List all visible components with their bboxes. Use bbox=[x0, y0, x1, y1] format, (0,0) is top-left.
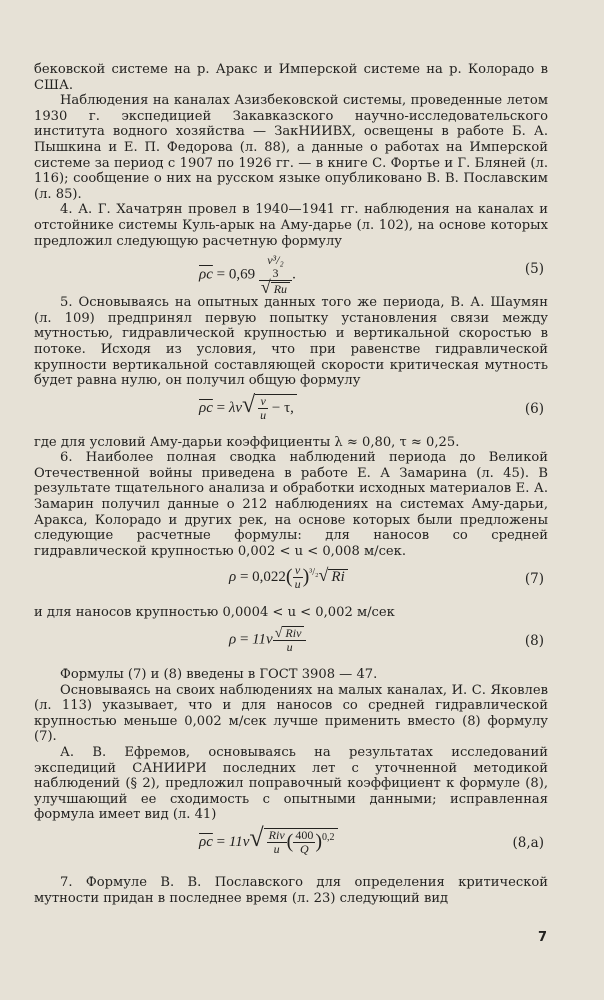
formula-5-tail: . bbox=[292, 266, 296, 283]
paragraph-3: 4. А. Г. Хачатрян провел в 1940—1941 гг. наблюдения на каналах и отстойнике системы Куль-арык на Аму-дарье (л. 102), на основе которых предложил следующую расчетную формулу bbox=[34, 202, 548, 249]
formula-6-minus: − τ, bbox=[271, 399, 294, 416]
formula-8 bbox=[34, 626, 548, 660]
formula-8-denominator: u bbox=[286, 640, 293, 655]
formula-5-sqrt: Ru bbox=[271, 282, 290, 296]
formula-7-coef: 0,022 bbox=[252, 569, 286, 586]
formula-8-numerator: Riv bbox=[282, 626, 304, 640]
paragraph-11: 7. Формуле В. В. Пославского для определения критической мутности придан в последнее время (л. 23) следующий вид bbox=[34, 874, 548, 906]
paragraph-5: где для условий Аму-дарьи коэффициенты λ ≈ 0,80, τ ≈ 0,25. bbox=[34, 434, 460, 450]
page-number: 7 bbox=[538, 930, 548, 945]
formula-7-eq: = bbox=[239, 569, 249, 586]
formula-8-lhs: ρ bbox=[229, 631, 237, 648]
paragraph-1: бековской системе на р. Аракс и Имперской системе на р. Колорадо в США. bbox=[34, 62, 548, 93]
formula-6-sqrt-numerator: v bbox=[258, 395, 268, 409]
formula-8a-coef: 11v bbox=[228, 833, 250, 850]
formula-6-sqrt-denominator: u bbox=[260, 407, 267, 422]
formula-7-sqrt: Ri bbox=[328, 569, 347, 586]
formula-8a-correction-numerator: 400 bbox=[295, 827, 314, 842]
formula-7-lhs: ρ bbox=[229, 569, 237, 586]
paragraph-8: Формулы (7) и (8) введены в ГОСТ 3908 — 47. bbox=[60, 667, 378, 683]
formula-6-number: (6) bbox=[524, 400, 544, 417]
formula-6: $\overline{\rho c} = \lambda v√$ $\frac{v}{u}$ − τ, (6) bbox=[199, 391, 544, 422]
formula-6-lhs: $\overline{\rho c}$ bbox=[199, 399, 213, 416]
formula-5-numerator-denominator: 3 bbox=[272, 266, 279, 281]
formula-5-number: (5) bbox=[524, 261, 544, 278]
formula-7-denominator: u bbox=[294, 577, 301, 592]
paragraph-7: и для наносов крупностью 0,0004 < u < 0,002 м/сек bbox=[34, 605, 395, 621]
paragraph-10: А. В. Ефремов, основываясь на результатах исследований экспедиций САНИИРИ последних лет с уточненной методикой наблюдений (§ 2), предложил поправочный коэффициент к формуле (8), улучшающий ее сходимость с опытными данными; исправленная формула имеет вид (л. 41) bbox=[34, 745, 548, 823]
formula-8-coef: 11v bbox=[252, 631, 273, 648]
formula-7-fraction bbox=[293, 564, 303, 591]
formula-8a-denominator: u bbox=[273, 841, 280, 856]
formula-8a-correction bbox=[293, 829, 315, 856]
page-body bbox=[34, 62, 548, 906]
paragraph-9: Основываясь на своих наблюдениях на малых каналах, И. С. Яковлев (л. 113) указывает, что и для наносов со средней гидравлической крупностью меньше 0,002 м/сек лучше применить вместо (8) формулу (7). bbox=[34, 682, 548, 745]
formula-6-eq: = bbox=[216, 399, 226, 416]
formula-8a-eq: = bbox=[216, 833, 226, 850]
formula-8a-power: 0,2 bbox=[322, 831, 335, 843]
paragraph-2: Наблюдения на каналах Азизбековской системы, проведенные летом 1930 г. экспедицией Закавказского научно-исследовательского института водного хозяйства — ЗакНИИВХ, освещены в работе Б. А. Пышкина и Е. П. Федорова (л. 88), а данные о работах на Имперской системе за период с 1907 по 1926 гг. — в книге С. Фортье и Г. Бляней (л. 116); сообщение о них на русском языке опубликовано В. В. Пославским (л. 85). bbox=[34, 93, 548, 202]
formula-5-eq: = bbox=[216, 266, 226, 283]
paragraph-4: 5. Основываясь на опытных данных того же периода, В. А. Шаумян (л. 109) предпринял первую попытку установления связи между мутностью, гидравлической крупностью и вертикальной скоростью в потоке. Исходя из условия, что при равенстве гидравлической крупности вертикальной составляющей скорости критическая мутность будет равна нулю, он получил общую формулу bbox=[34, 295, 548, 389]
formula-8a-lhs: $\overline{\rho c}$ bbox=[199, 833, 213, 850]
formula-8-fraction: $\frac{\text{√ Riv}}{u}$ bbox=[273, 626, 307, 654]
formula-5 bbox=[34, 253, 548, 298]
formula-5-numerator: v³/₂ bbox=[267, 253, 284, 268]
formula-8a-fraction bbox=[267, 829, 287, 856]
formula-6-fraction bbox=[258, 395, 268, 422]
formula-8a-correction-denominator: Q bbox=[299, 841, 309, 856]
paragraph-6: 6. Наиболее полная сводка наблюдений периода до Великой Отечественной войны приведена в работе Е. А Замарина (л. 45). В результате тщательного анализа и обработки исходных материалов Е. А. Замарин получил данные о 212 наблюдениях на системах Аму-дарьи, Аракса, Колорадо и других рек, на основе которых были предложены следующие расчетные формулы: для наносов со средней гидравлической крупностью 0,002 < u < 0,008 м/сек. bbox=[34, 450, 548, 559]
formula-5-coef: 0,69 bbox=[228, 266, 256, 283]
formula-7-power: ³/₂ bbox=[309, 567, 319, 579]
formula-8a: $\overline{\rho c} = 11v√$ $\frac{\text{Riv}}{u}$ ( $\frac{400}{Q}$ )$^{0,2}$ (8,а) bbox=[199, 822, 544, 856]
formula-8-eq: = bbox=[239, 631, 249, 648]
formula-5-fraction: v³/₂ 3 √ Ru bbox=[259, 254, 292, 296]
formula-6-pre: λv bbox=[228, 399, 242, 416]
formula-7-numerator: v bbox=[293, 564, 303, 578]
formula-7-number: (7) bbox=[524, 571, 544, 588]
formula-8a-number: (8,а) bbox=[512, 834, 544, 851]
formula-5-lhs: $\overline{\rho c}$ bbox=[199, 266, 213, 283]
formula-8-number: (8) bbox=[524, 633, 544, 650]
formula-8a-numerator: Riv bbox=[268, 827, 285, 842]
formula-7: ρ = 0,022( $\frac{v}{u}$ )$^{^3/_2}$√ Ri (7) bbox=[229, 563, 544, 592]
